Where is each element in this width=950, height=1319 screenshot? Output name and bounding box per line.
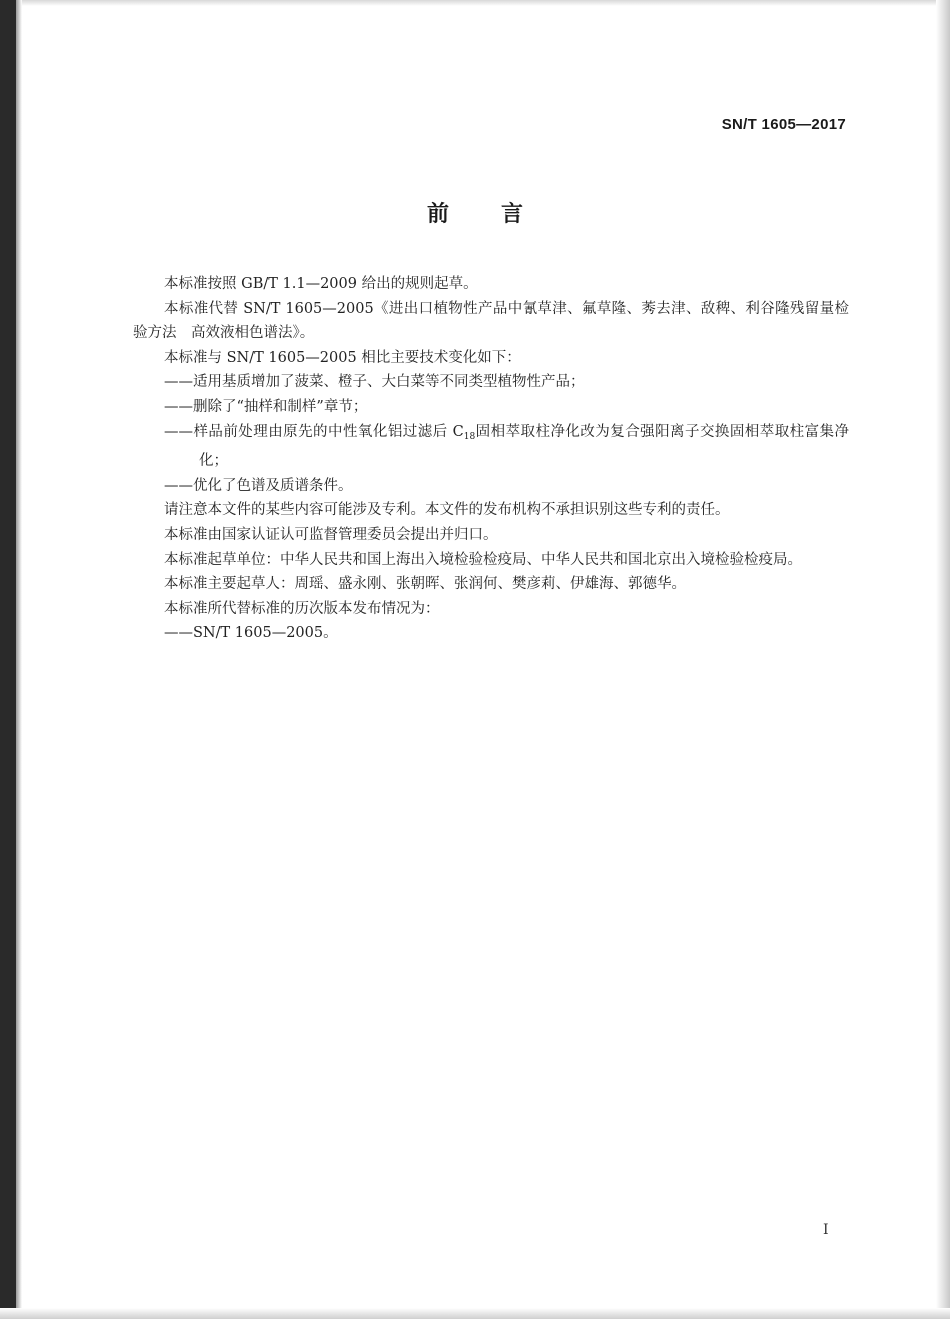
change-item-pretreatment-text-a: ——样品前处理由原先的中性氧化铝过滤后 C — [164, 423, 464, 440]
paragraph-drafting-units: 本标准起草单位：中华人民共和国上海出入境检验检疫局、中华人民共和国北京出入境检验检疫局。 — [164, 551, 802, 568]
previous-edition-item: ——SN/T 1605—2005。 — [164, 625, 338, 642]
change-item-conditions: ——优化了色谱及质谱条件。 — [164, 477, 353, 494]
change-item-pretreatment — [133, 420, 849, 474]
paragraph-changes-intro: 本标准与 SN/T 1605—2005 相比主要技术变化如下： — [164, 349, 521, 366]
change-item-sampling: ——删除了“抽样和制样”章节； — [164, 398, 368, 415]
paragraph-replaces: 本标准代替 SN/T 1605—2005《进出口植物性产品中氰草津、氟草隆、莠去津、敌稗、利谷隆残留量检验方法 高效液相色谱法》。 — [133, 300, 849, 342]
c18-subscript: 18 — [463, 431, 476, 442]
page-title: 前言 — [426, 202, 575, 227]
scan-shadow-bottom — [0, 1308, 950, 1319]
paragraph-proposed-by: 本标准由国家认证认可监督管理委员会提出并归口。 — [164, 526, 498, 543]
paragraph-drafting-rules: 本标准按照 GB/T 1.1—2009 给出的规则起草。 — [164, 276, 478, 292]
document-body — [133, 272, 849, 646]
change-item-matrix: ——适用基质增加了菠菜、橙子、大白菜等不同类型植物性产品； — [164, 374, 585, 391]
scan-shadow-top — [0, 0, 950, 6]
document-code: SN/T 1605—2017 — [721, 116, 846, 133]
change-item-pretreatment-text-b: 固相萃取柱净化改为复合强阳离子交换固相萃取柱富集净化； — [199, 423, 850, 470]
paragraph-drafters: 本标准主要起草人：周瑶、盛永刚、张朝晖、张润何、樊彦莉、伊雄海、郭德华。 — [164, 576, 686, 593]
paragraph-previous-editions: 本标准所代替标准的历次版本发布情况为： — [164, 600, 440, 617]
paragraph-patent-notice: 请注意本文件的某些内容可能涉及专利。本文件的发布机构不承担识别这些专利的责任。 — [164, 502, 730, 519]
page-number: I — [823, 1222, 829, 1238]
